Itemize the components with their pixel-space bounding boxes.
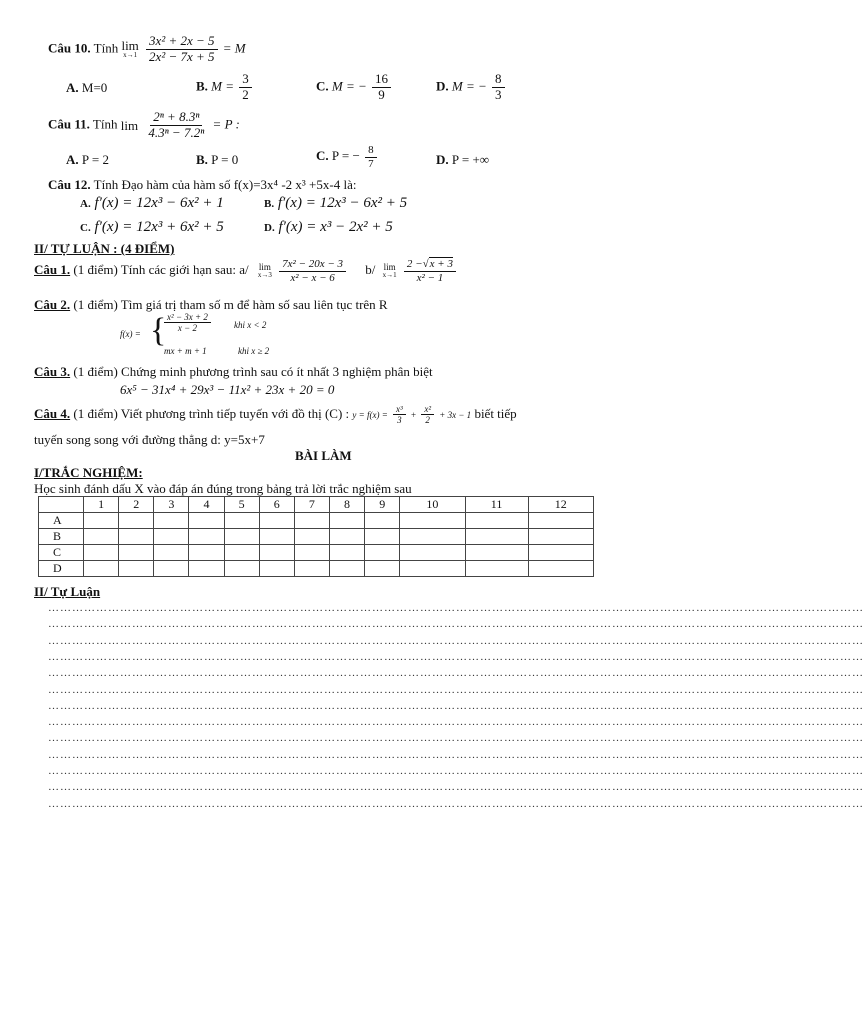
answer-cell[interactable] [189, 561, 224, 577]
answer-cell[interactable] [154, 513, 189, 529]
answer-cell[interactable] [528, 529, 593, 545]
essay-question-2-text: (1 điểm) Tìm giá trị tham số m để hàm số sau liên tục trên R [73, 297, 388, 312]
answer-sheet-title: BÀI LÀM [295, 448, 352, 463]
essay-question-4-label: Câu 4. [34, 405, 71, 421]
question-10-label: Câu 10. [48, 40, 91, 56]
answer-grid-row [39, 561, 594, 577]
question-12-text: Tính Đạo hàm của hàm số f(x)=3x⁴ -2 x³ +5x-4 là: [93, 177, 357, 192]
writing-line[interactable]: …………………………………………………………………………………………………………………………………………………………………………………… [48, 748, 864, 761]
question-12-option-a: A. f′(x) = 12x³ − 6x² + 1 [80, 195, 224, 211]
answer-cell[interactable] [224, 561, 259, 577]
answer-instruction: Học sinh đánh dấu X vào đáp án đúng trong bảng trả lời trắc nghiệm sau [34, 481, 412, 496]
answer-cell[interactable] [154, 545, 189, 561]
answer-cell[interactable] [189, 513, 224, 529]
answer-grid-column-header: 3 [154, 497, 189, 513]
answer-cell[interactable] [224, 545, 259, 561]
answer-cell[interactable] [119, 513, 154, 529]
question-12-option-c: C. f′(x) = 12x³ + 6x² + 5 [80, 219, 224, 235]
piecewise-brace: { [150, 312, 167, 349]
answer-grid-column-header: 6 [259, 497, 294, 513]
answer-grid-corner [39, 497, 84, 513]
answer-cell[interactable] [365, 513, 400, 529]
question-11-option-d: D. P = +∞ [436, 152, 490, 167]
writing-line[interactable]: …………………………………………………………………………………………………………………………………………………………………………………… [48, 667, 864, 680]
answer-cell[interactable] [119, 545, 154, 561]
question-10 [48, 34, 246, 65]
essay-question-3-equation: 6x⁵ − 31x⁴ + 29x³ − 11x² + 23x + 20 = 0 [120, 382, 335, 397]
answer-cell[interactable] [365, 529, 400, 545]
answer-grid-column-header: 5 [224, 497, 259, 513]
answer-cell[interactable] [84, 513, 119, 529]
question-12-option-b: B. f′(x) = 12x³ − 6x² + 5 [264, 195, 408, 211]
answer-cell[interactable] [224, 513, 259, 529]
answer-cell[interactable] [465, 545, 528, 561]
answer-cell[interactable] [259, 529, 294, 545]
question-12-label: Câu 12. [48, 177, 91, 192]
writing-line[interactable]: …………………………………………………………………………………………………………………………………………………………………………………… [48, 765, 864, 777]
answer-cell[interactable] [294, 513, 329, 529]
answer-grid-column-header: 11 [465, 497, 528, 513]
question-10-fraction: $\frac{\text{3x² + 2x − 5}}{\text{2x² − 7x + 5}}$ [146, 34, 217, 65]
answer-cell[interactable] [119, 529, 154, 545]
answer-grid-column-header: 9 [365, 497, 400, 513]
answer-cell[interactable] [259, 513, 294, 529]
answer-cell[interactable] [400, 529, 465, 545]
answer-cell[interactable] [84, 545, 119, 561]
answer-cell[interactable] [400, 545, 465, 561]
answer-cell[interactable] [365, 545, 400, 561]
question-10-option-d: D. M = − $\frac{8}{3}$ [436, 72, 507, 103]
question-11-option-c: C. P = − $\frac{8}{7}$ [316, 144, 379, 170]
answer-cell[interactable] [329, 513, 364, 529]
answer-cell[interactable] [329, 561, 364, 577]
answer-cell[interactable] [84, 561, 119, 577]
essay-question-1-label: Câu 1. [34, 262, 71, 278]
answer-cell[interactable] [329, 545, 364, 561]
writing-line[interactable]: …………………………………………………………………………………………………………………………………………………………………………………… [48, 650, 864, 663]
writing-line[interactable]: …………………………………………………………………………………………………………………………………………………………………………………… [48, 618, 864, 631]
question-11-fraction: $\frac{\text{2ⁿ + 8.3ⁿ}}{\text{4.3ⁿ − 7.2ⁿ}}$ [148, 109, 205, 140]
essay-question-3 [34, 364, 433, 380]
exam-page: Câu 10. Tính lim x→1 $\frac{\text{3x² + 2x − 5}}{\text{2x² − 7x + 5}}$ = M A. M=0 B. M = $\frac{3}{2}$ C. M = − $\frac{16}{9}$ D. M = − $\frac{8}{3}$ Câu 11. Tính lim $\frac{\text{2ⁿ + 8.3ⁿ}}{\text{4.3ⁿ − 7.2ⁿ}}$ = P : A. P = 2 B. P = 0 C. P = − $\frac{8}{7}$ D. P = +∞ Câu 12. Tính Đạo hàm của hàm số f(x)=3x⁴ -2 x³ +5x-4 là: A. f′(x) = 12x³ − 6x² + 1 B. f′(x) = 12x³ − 6x² + 5 C. f′(x) = 12x³ + 6x² + 5 D. f′(x) = x³ − 2x² + 5 II/ TỰ LUẬN : (4 ĐIỂM) Câu 1. (1 điểm) Tính các giới hạn sau: a/ lim x→3 $\frac{\text{7x² − 20x − 3}}{\text{x² − x − 6}}$ b/ lim x→1 $\frac{2 -√x + 3}{\text{x² − 1}}$ Câu 2. (1 điểm) Tìm giá trị tham số m để hàm số sau liên tục trên R f(x) = { $\frac{\text{x² − 3x + 2}}{x - 2}$ khi x < 2 mx + m + 1 khi x ≥ 2 Câu 3. (1 điểm) Chứng minh phương trình sau có ít nhất 3 nghiệm phân biệt 6x⁵ − 31x⁴ + 29x³ − 11x² + 23x + 20 = 0 Câu 4. (1 điểm) Viết phương trình tiếp tuyến với đồ thị (C) : y = f(x) = $\frac{\text{x³}}{3}$ + $\frac{\text{x²}}{2}$ + 3x − 1 biết tiếp tuyến song song với đường thẳng d: y=5x+7 BÀI LÀM I/TRẮC NGHIỆM: Học sinh đánh dấu X vào đáp án đúng trong bảng trả lời trắc nghiệm sau 1 2 3 4 5 6 7 8 9 10 11 12 A B C D II/ Tự Luận …………………………………………………………………………………………………………………………………………………………………………………… …………………………………………………………………………………………………………………………………………………………………………………… …………………………………………………………………………………………………………………………………………………………………………………… …………………………………………………………………………………………………………………………………………………………………………………… …………………………………………………………………………………………………………………………………………………………………………………… …………………………………………………………………………………………………………………………………………………………………………………… …………………………………………………………………………………………………………………………………………………………………………………… …………………………………………………………………………………………………………………………………………………………………………………… …………………………………………………………………………………………………………………………………………………………………………………… …………………………………………………………………………………………………………………………………………………………………………………… …………………………………………………………………………………………………………………………………………………………………………………… …………………………………………………………………………………………………………………………………………………………………………………… …………………………………………………………………………………………………………………………………………………………………………………… [34, 33, 864, 810]
answer-grid-column-header: 7 [294, 497, 329, 513]
multiple-choice-heading: I/TRẮC NGHIỆM: [34, 465, 143, 480]
answer-cell[interactable] [528, 545, 593, 561]
answer-cell[interactable] [465, 513, 528, 529]
essay-question-3-text: (1 điểm) Chứng minh phương trình sau có ít nhất 3 nghiệm phân biệt [73, 364, 433, 379]
question-11 [48, 110, 240, 141]
essay-question-4-line2: tuyến song song với đường thẳng d: y=5x+7 [34, 432, 265, 447]
writing-line[interactable]: …………………………………………………………………………………………………………………………………………………………………………………… [48, 683, 864, 696]
question-11-label: Câu 11. [48, 116, 90, 132]
answer-grid-column-header: 2 [119, 497, 154, 513]
question-12 [48, 177, 356, 193]
answer-cell[interactable] [259, 561, 294, 577]
question-12-option-d: D. f′(x) = x³ − 2x² + 5 [264, 219, 393, 235]
writing-line[interactable]: …………………………………………………………………………………………………………………………………………………………………………………… [48, 716, 864, 729]
answer-grid-row-label: D [39, 561, 84, 577]
question-11-option-b: B. P = 0 [196, 152, 239, 167]
essay-question-4-text: (1 điểm) Viết phương trình tiếp tuyến với đồ thị (C) : [73, 405, 350, 421]
essay-question-3-label: Câu 3. [34, 364, 71, 379]
answer-cell[interactable] [84, 529, 119, 545]
writing-line[interactable]: …………………………………………………………………………………………………………………………………………………………………………………… [48, 602, 864, 614]
essay-question-2-label: Câu 2. [34, 297, 71, 312]
answer-cell[interactable] [294, 561, 329, 577]
essay-question-1: Câu 1. (1 điểm) Tính các giới hạn sau: a/ lim x→3 $\frac{\text{7x² − 20x − 3}}{\text{x² − x − 6}}$ b/ lim x→1 $\frac{2 -√x + 3}{\text{x² − 1}}$ [34, 258, 458, 284]
question-11-limit: lim [120, 117, 139, 133]
answer-cell[interactable] [259, 545, 294, 561]
answer-cell[interactable] [465, 561, 528, 577]
writing-line[interactable]: …………………………………………………………………………………………………………………………………………………………………………………… [48, 797, 864, 810]
answer-cell[interactable] [365, 561, 400, 577]
answer-grid-row-label: C [39, 545, 84, 561]
writing-line[interactable]: …………………………………………………………………………………………………………………………………………………………………………………… [48, 634, 864, 647]
answer-grid-row-label: B [39, 529, 84, 545]
answer-cell[interactable] [189, 529, 224, 545]
writing-line[interactable]: …………………………………………………………………………………………………………………………………………………………………………………… [48, 699, 864, 712]
writing-line[interactable]: …………………………………………………………………………………………………………………………………………………………………………………… [48, 732, 864, 745]
question-10-intro: Tính [93, 40, 119, 56]
essay-question-4: Câu 4. (1 điểm) Viết phương trình tiếp tuyến với đồ thị (C) : y = f(x) = $\frac{\text{x³}}{3}$ + $\frac{\text{x²}}{2}$ + 3x − 1 biết tiếp [34, 404, 517, 426]
question-10-limit: lim x→1 [121, 38, 139, 60]
answer-grid-row [39, 529, 594, 545]
answer-grid [38, 496, 594, 577]
answer-cell[interactable] [294, 529, 329, 545]
section-2-heading: II/ TỰ LUẬN : (4 ĐIỂM) [34, 241, 175, 256]
question-10-rhs: = M [222, 40, 246, 56]
answer-grid-column-header: 1 [84, 497, 119, 513]
answer-cell[interactable] [528, 513, 593, 529]
essay-question-2 [34, 297, 388, 313]
answer-grid-row-label: A [39, 513, 84, 529]
answer-cell[interactable] [154, 529, 189, 545]
answer-grid-column-header: 8 [329, 497, 364, 513]
question-10-option-b: B. M = $\frac{3}{2}$ [196, 72, 254, 103]
question-11-rhs: = P : [212, 116, 240, 132]
answer-cell[interactable] [154, 561, 189, 577]
essay-question-1-text: (1 điểm) Tính các giới hạn sau: a/ [73, 262, 249, 278]
question-10-option-c: C. M = − $\frac{16}{9}$ [316, 72, 393, 103]
answer-grid-header-row [39, 497, 594, 513]
answer-cell[interactable] [119, 561, 154, 577]
answer-cell[interactable] [465, 529, 528, 545]
answer-grid-row [39, 545, 594, 561]
writing-line[interactable]: …………………………………………………………………………………………………………………………………………………………………………………… [48, 781, 864, 794]
answer-cell[interactable] [329, 529, 364, 545]
answer-cell[interactable] [528, 561, 593, 577]
question-10-option-a: A. M=0 [66, 80, 108, 95]
essay-answer-heading: II/ Tự Luận [34, 584, 101, 599]
answer-cell[interactable] [224, 529, 259, 545]
answer-grid-column-header: 4 [189, 497, 224, 513]
answer-cell[interactable] [189, 545, 224, 561]
essay-question-1a-fraction: $\frac{\text{7x² − 20x − 3}}{\text{x² − x − 6}}$ [279, 258, 346, 284]
essay-question-1b-fraction: $\frac{2 -√x + 3}{\text{x² − 1}}$ [404, 258, 456, 284]
answer-cell[interactable] [294, 545, 329, 561]
question-11-intro: Tính [92, 116, 118, 132]
answer-cell[interactable] [400, 561, 465, 577]
answer-cell[interactable] [400, 513, 465, 529]
answer-grid-row [39, 513, 594, 529]
answer-grid-column-header: 12 [528, 497, 593, 513]
answer-grid-column-header: 10 [400, 497, 465, 513]
question-11-option-a: A. P = 2 [66, 152, 109, 167]
